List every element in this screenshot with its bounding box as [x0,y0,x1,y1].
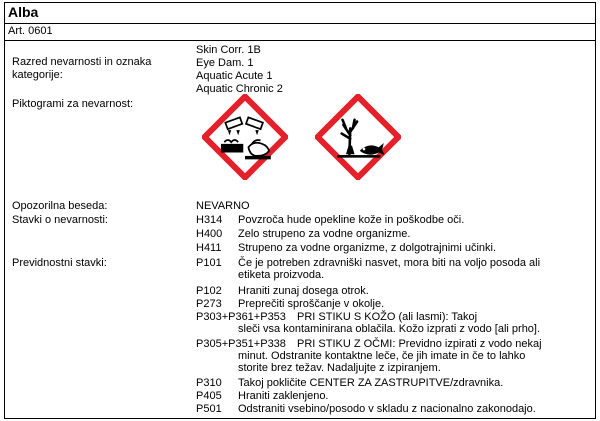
hazard-statement-code: H400 [196,228,223,240]
hazard-class-label-line2: kategorije: [12,69,63,81]
precautionary-text: Odstraniti vsebino/posodo v skladu z nacionalno zakonodajo. [238,403,536,415]
precautionary-statements-label: Previdnostni stavki: [12,257,107,269]
precautionary-text: PRI STIKU Z OČMI: Previdno izpirati z vodo nekaj [297,338,542,350]
precautionary-code: P310 [196,377,222,389]
signal-word-value: NEVARNO [196,200,250,212]
precautionary-text: sleči vsa kontaminirana oblačila. Kožo izprati z vodo [ali prho]. [238,323,541,335]
product-title: Alba [8,4,39,20]
precautionary-code: P303+P361+P353 [196,311,286,323]
hazard-statement-text: Povzroča hude opekline kože in poškodbe oči. [238,214,465,226]
hazard-statement-code: H314 [196,214,223,226]
precautionary-code: P305+P351+P338 [196,338,286,350]
precautionary-text: storite brez težav. Nadaljujte z izpiranjem. [238,362,441,374]
precautionary-text: Hraniti zunaj dosega otrok. [238,285,369,297]
hazard-class-value: Aquatic Acute 1 [196,70,273,82]
precautionary-text: Če je potreben zdravniški nasvet, mora biti na voljo posoda ali [238,257,541,269]
hazard-statement-text: Strupeno za vodne organizme, z dolgotrajnimi učinki. [238,242,497,254]
hazard-statement-code: H411 [196,242,222,254]
title-bar [5,3,595,24]
hazard-class-label-line1: Razred nevarnosti in oznaka [12,56,152,68]
precautionary-text: Hraniti zaklenjeno. [238,390,329,402]
signal-word-label: Opozorilna beseda: [12,200,108,212]
precautionary-text: Takoj pokličite CENTER ZA ZASTRUPITVE/zdravnika. [238,377,504,389]
precautionary-text: etiketa proizvoda. [238,269,325,281]
hazard-class-value: Aquatic Chronic 2 [196,83,283,95]
precautionary-code: P405 [196,390,222,402]
precautionary-code: P501 [196,403,222,415]
hazard-class-value: Skin Corr. 1B [196,44,261,56]
precautionary-code: P102 [196,285,222,297]
precautionary-text: Preprečiti sproščanje v okolje. [238,298,385,310]
article-bar [5,24,595,41]
precautionary-text: minut. Odstranite kontaktne leče, če jih imate in če to lahko [238,350,526,362]
precautionary-code: P273 [196,298,222,310]
hazard-statement-text: Zelo strupeno za vodne organizme. [238,228,411,240]
hazard-statements-label: Stavki o nevarnosti: [12,214,108,226]
hazard-class-value: Eye Dam. 1 [196,57,254,69]
corrosion-pictogram [202,94,288,180]
environment-pictogram [315,94,401,180]
precautionary-code: P101 [196,257,222,269]
pictograms-label: Piktogrami za nevarnost: [12,98,134,110]
article-number: Art. 0601 [8,25,53,37]
precautionary-text: PRI STIKU S KOŽO (ali lasmi): Takoj [297,311,478,323]
